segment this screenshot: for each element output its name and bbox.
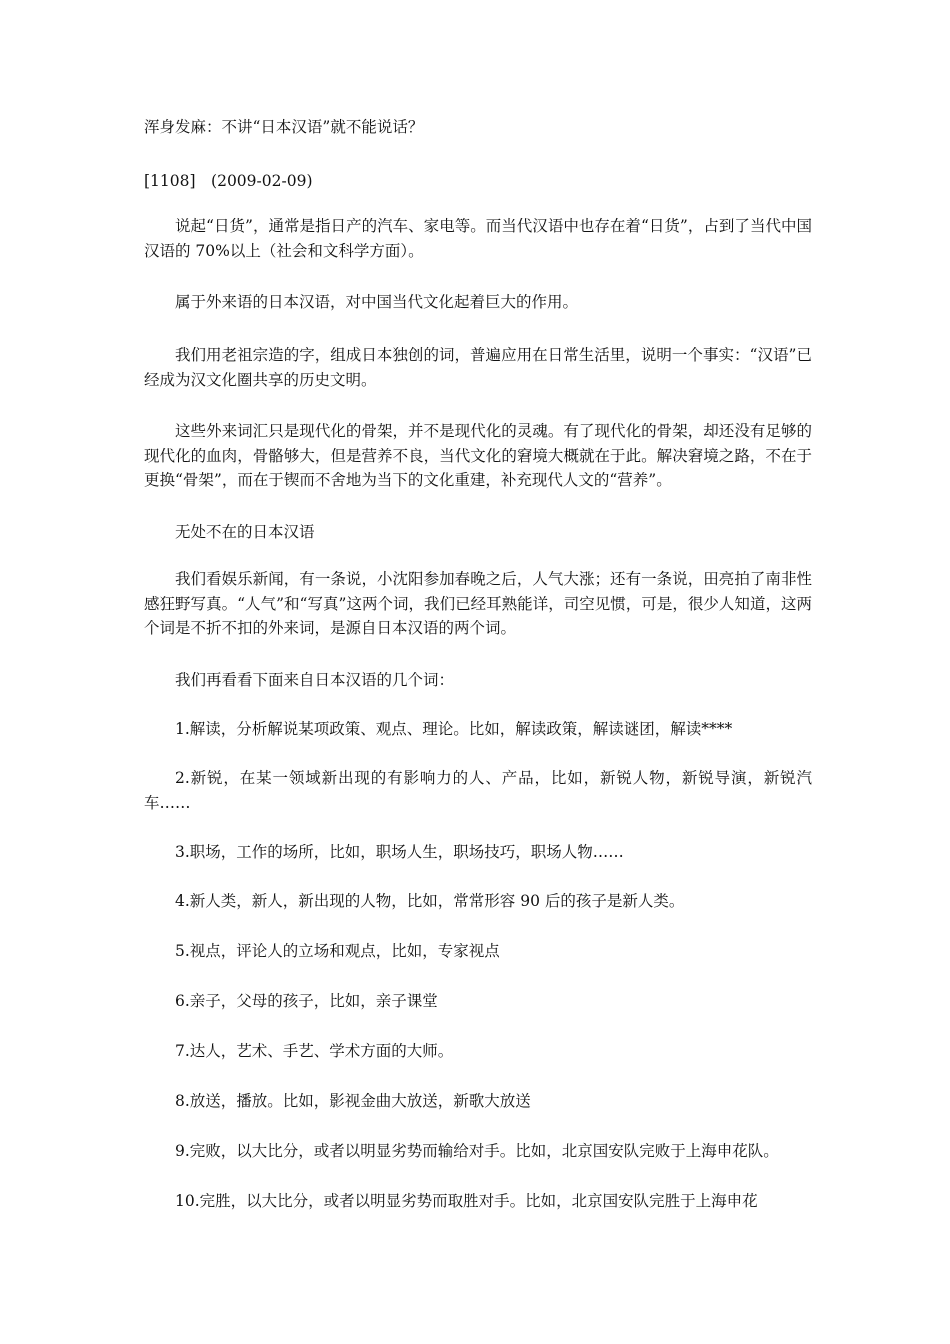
list-item: 1.解读，分析解说某项政策、观点、理论。比如，解读政策，解读谜团，解读**** (175, 720, 733, 738)
list-item: 4.新人类，新人，新出现的人物，比如，常常形容 90 后的孩子是新人类。 (175, 892, 685, 910)
list-item: 8.放送，播放。比如，影视金曲大放送，新歌大放送 (175, 1092, 531, 1110)
list-item: 6.亲子，父母的孩子，比如，亲子课堂 (175, 992, 438, 1010)
article-title: 浑身发麻：不讲“日本汉语”就不能说话？ (144, 118, 424, 136)
paragraph-list-intro: 我们再看看下面来自日本汉语的几个词： (175, 671, 455, 689)
list-item: 9.完败，以大比分，或者以明显劣势而输给对手。比如，北京国安队完败于上海申花队。 (175, 1142, 779, 1160)
paragraph-entertainment-news: 我们看娱乐新闻，有一条说，小沈阳参加春晚之后，人气大涨；还有一条说，田亮拍了南非性感狂野写真。“人气”和“写真”这两个词，我们已经耳熟能详，司空见惯，可是，很少人知道，这两个词是不折不扣的外来词，是源自日本汉语的两个词。 (144, 570, 812, 637)
paragraph-skeleton: 这些外来词汇只是现代化的骨架，并不是现代化的灵魂。有了现代化的骨架，却还没有足够的现代化的血肉，骨骼够大，但是营养不良，当代文化的窘境大概就在于此。解决窘境之路，不在于更换“骨架”，而在于锲而不舍地为当下的文化重建，补充现代人文的“营养”。 (144, 422, 812, 489)
section-heading: 无处不在的日本汉语 (175, 523, 315, 541)
list-item: 5.视点，评论人的立场和观点，比如，专家视点 (175, 942, 500, 960)
paragraph-shared-civilization: 我们用老祖宗造的字，组成日本独创的词，普遍应用在日常生活里，说明一个事实：“汉语”已经成为汉文化圈共享的历史文明。 (144, 346, 812, 389)
article-meta: [1108] (2009-02-09) (144, 172, 313, 190)
list-item: 10.完胜，以大比分，或者以明显劣势而取胜对手。比如，北京国安队完胜于上海申花 (175, 1192, 758, 1210)
list-item: 3.职场，工作的场所，比如，职场人生，职场技巧，职场人物…… (175, 843, 624, 861)
paragraph-foreign-language: 属于外来语的日本汉语，对中国当代文化起着巨大的作用。 (175, 293, 579, 311)
paragraph-intro: 说起“日货”，通常是指日产的汽车、家电等。而当代汉语中也存在着“日货”，占到了当代中国汉语的 70%以上（社会和文科学方面）。 (144, 217, 812, 260)
list-item: 7.达人，艺术、手艺、学术方面的大师。 (175, 1042, 454, 1060)
list-item: 2.新锐，在某一领域新出现的有影响力的人、产品，比如，新锐人物，新锐导演，新锐汽车…… (144, 769, 812, 812)
